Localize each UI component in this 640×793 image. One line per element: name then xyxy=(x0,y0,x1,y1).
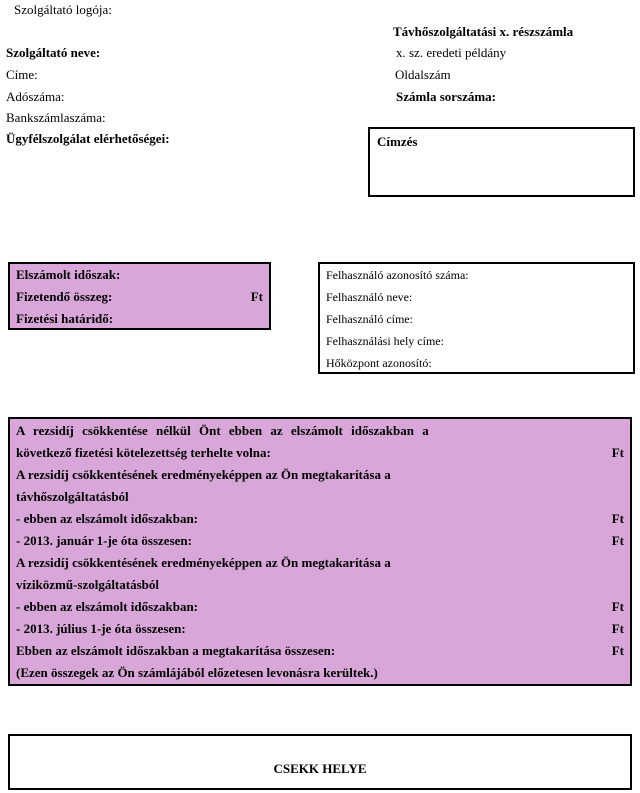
savings-line-1a xyxy=(16,420,624,442)
savings-line-6-text: - ebben az elszámolt időszakban: xyxy=(16,599,198,614)
savings-line-2b xyxy=(16,486,624,508)
user-address-label: Felhasználó címe: xyxy=(326,312,413,326)
savings-line-5a-text: A rezsidíj csökkentésének eredményeképpen az Ön megtakarítása a xyxy=(16,555,391,570)
savings-line-7-currency: Ft xyxy=(611,621,624,636)
customer-service-label: Ügyfélszolgálat elérhetőségei: xyxy=(6,131,170,146)
check-placeholder-box xyxy=(8,734,632,790)
savings-line-3-text: - ebben az elszámolt időszakban: xyxy=(16,511,198,526)
savings-line-4-currency: Ft xyxy=(611,533,624,548)
user-id-label: Felhasználó azonosító száma: xyxy=(326,268,469,282)
original-copy-label: x. sz. eredeti példány xyxy=(396,45,507,60)
provider-logo-label: Szolgáltató logója: xyxy=(14,2,112,17)
heat-center-label: Hőközpont azonosító: xyxy=(326,356,432,370)
savings-line-5a xyxy=(16,552,624,574)
due-date-row xyxy=(16,308,263,330)
user-info-box xyxy=(318,262,635,374)
invoice-title: Távhőszolgáltatási x. részszámla xyxy=(393,24,574,39)
savings-line-4 xyxy=(16,530,624,552)
provider-tax-number-label: Adószáma: xyxy=(6,89,65,104)
provider-name-label: Szolgáltató neve: xyxy=(6,45,101,60)
savings-line-9-text: (Ezen összegek az Ön számlájából előzetesen levonásra kerültek.) xyxy=(16,665,378,680)
savings-line-6-currency: Ft xyxy=(611,599,624,614)
savings-line-5b-text: víziközmű-szolgáltatásból xyxy=(16,577,159,592)
savings-line-8-text: Ebben az elszámolt időszakban a megtakarítása összesen: xyxy=(16,643,336,658)
due-date-label: Fizetési határidő: xyxy=(16,311,114,326)
savings-line-3 xyxy=(16,508,624,530)
provider-address-label: Címe: xyxy=(6,67,38,82)
user-name-label: Felhasználó neve: xyxy=(326,290,413,304)
savings-line-1b xyxy=(16,442,624,464)
savings-line-2a xyxy=(16,464,624,486)
savings-line-2a-text: A rezsidíj csökkentésének eredményeképpen az Ön megtakarítása a xyxy=(16,467,391,482)
savings-line-1b-text: következő fizetési kötelezettség terhelte volna: xyxy=(16,445,271,460)
address-box-label: Címzés xyxy=(377,134,418,149)
savings-line-6 xyxy=(16,596,624,618)
savings-line-4-text: - 2013. január 1-je óta összesen: xyxy=(16,533,192,548)
savings-line-1b-currency: Ft xyxy=(611,445,624,460)
amount-due-row xyxy=(16,286,263,308)
savings-line-9 xyxy=(16,662,624,684)
amount-due-currency: Ft xyxy=(250,289,263,304)
savings-box xyxy=(8,417,632,686)
savings-line-5b xyxy=(16,574,624,596)
address-box xyxy=(368,127,635,197)
savings-line-7-text: - 2013. július 1-je óta összesen: xyxy=(16,621,186,636)
usage-location-label: Felhasználási hely címe: xyxy=(326,334,444,348)
provider-bank-account-label: Bankszámlaszáma: xyxy=(6,110,106,125)
check-placeholder-label: CSEKK HELYE xyxy=(273,761,367,776)
savings-line-1a-text: A rezsidíj csökkentése nélkül Önt ebben az elszámolt időszakban a xyxy=(16,423,429,438)
savings-line-2b-text: távhőszolgáltatásból xyxy=(16,489,129,504)
savings-line-7 xyxy=(16,618,624,640)
amount-due-label: Fizetendő összeg: xyxy=(16,289,113,304)
billing-period-label: Elszámolt időszak: xyxy=(16,267,121,282)
page-number-label: Oldalszám xyxy=(395,67,451,82)
savings-line-3-currency: Ft xyxy=(611,511,624,526)
savings-line-8-currency: Ft xyxy=(611,643,624,658)
billing-period-row xyxy=(16,264,263,286)
savings-line-8 xyxy=(16,640,624,662)
billing-summary-box xyxy=(8,262,271,330)
invoice-serial-label: Számla sorszáma: xyxy=(396,89,497,104)
